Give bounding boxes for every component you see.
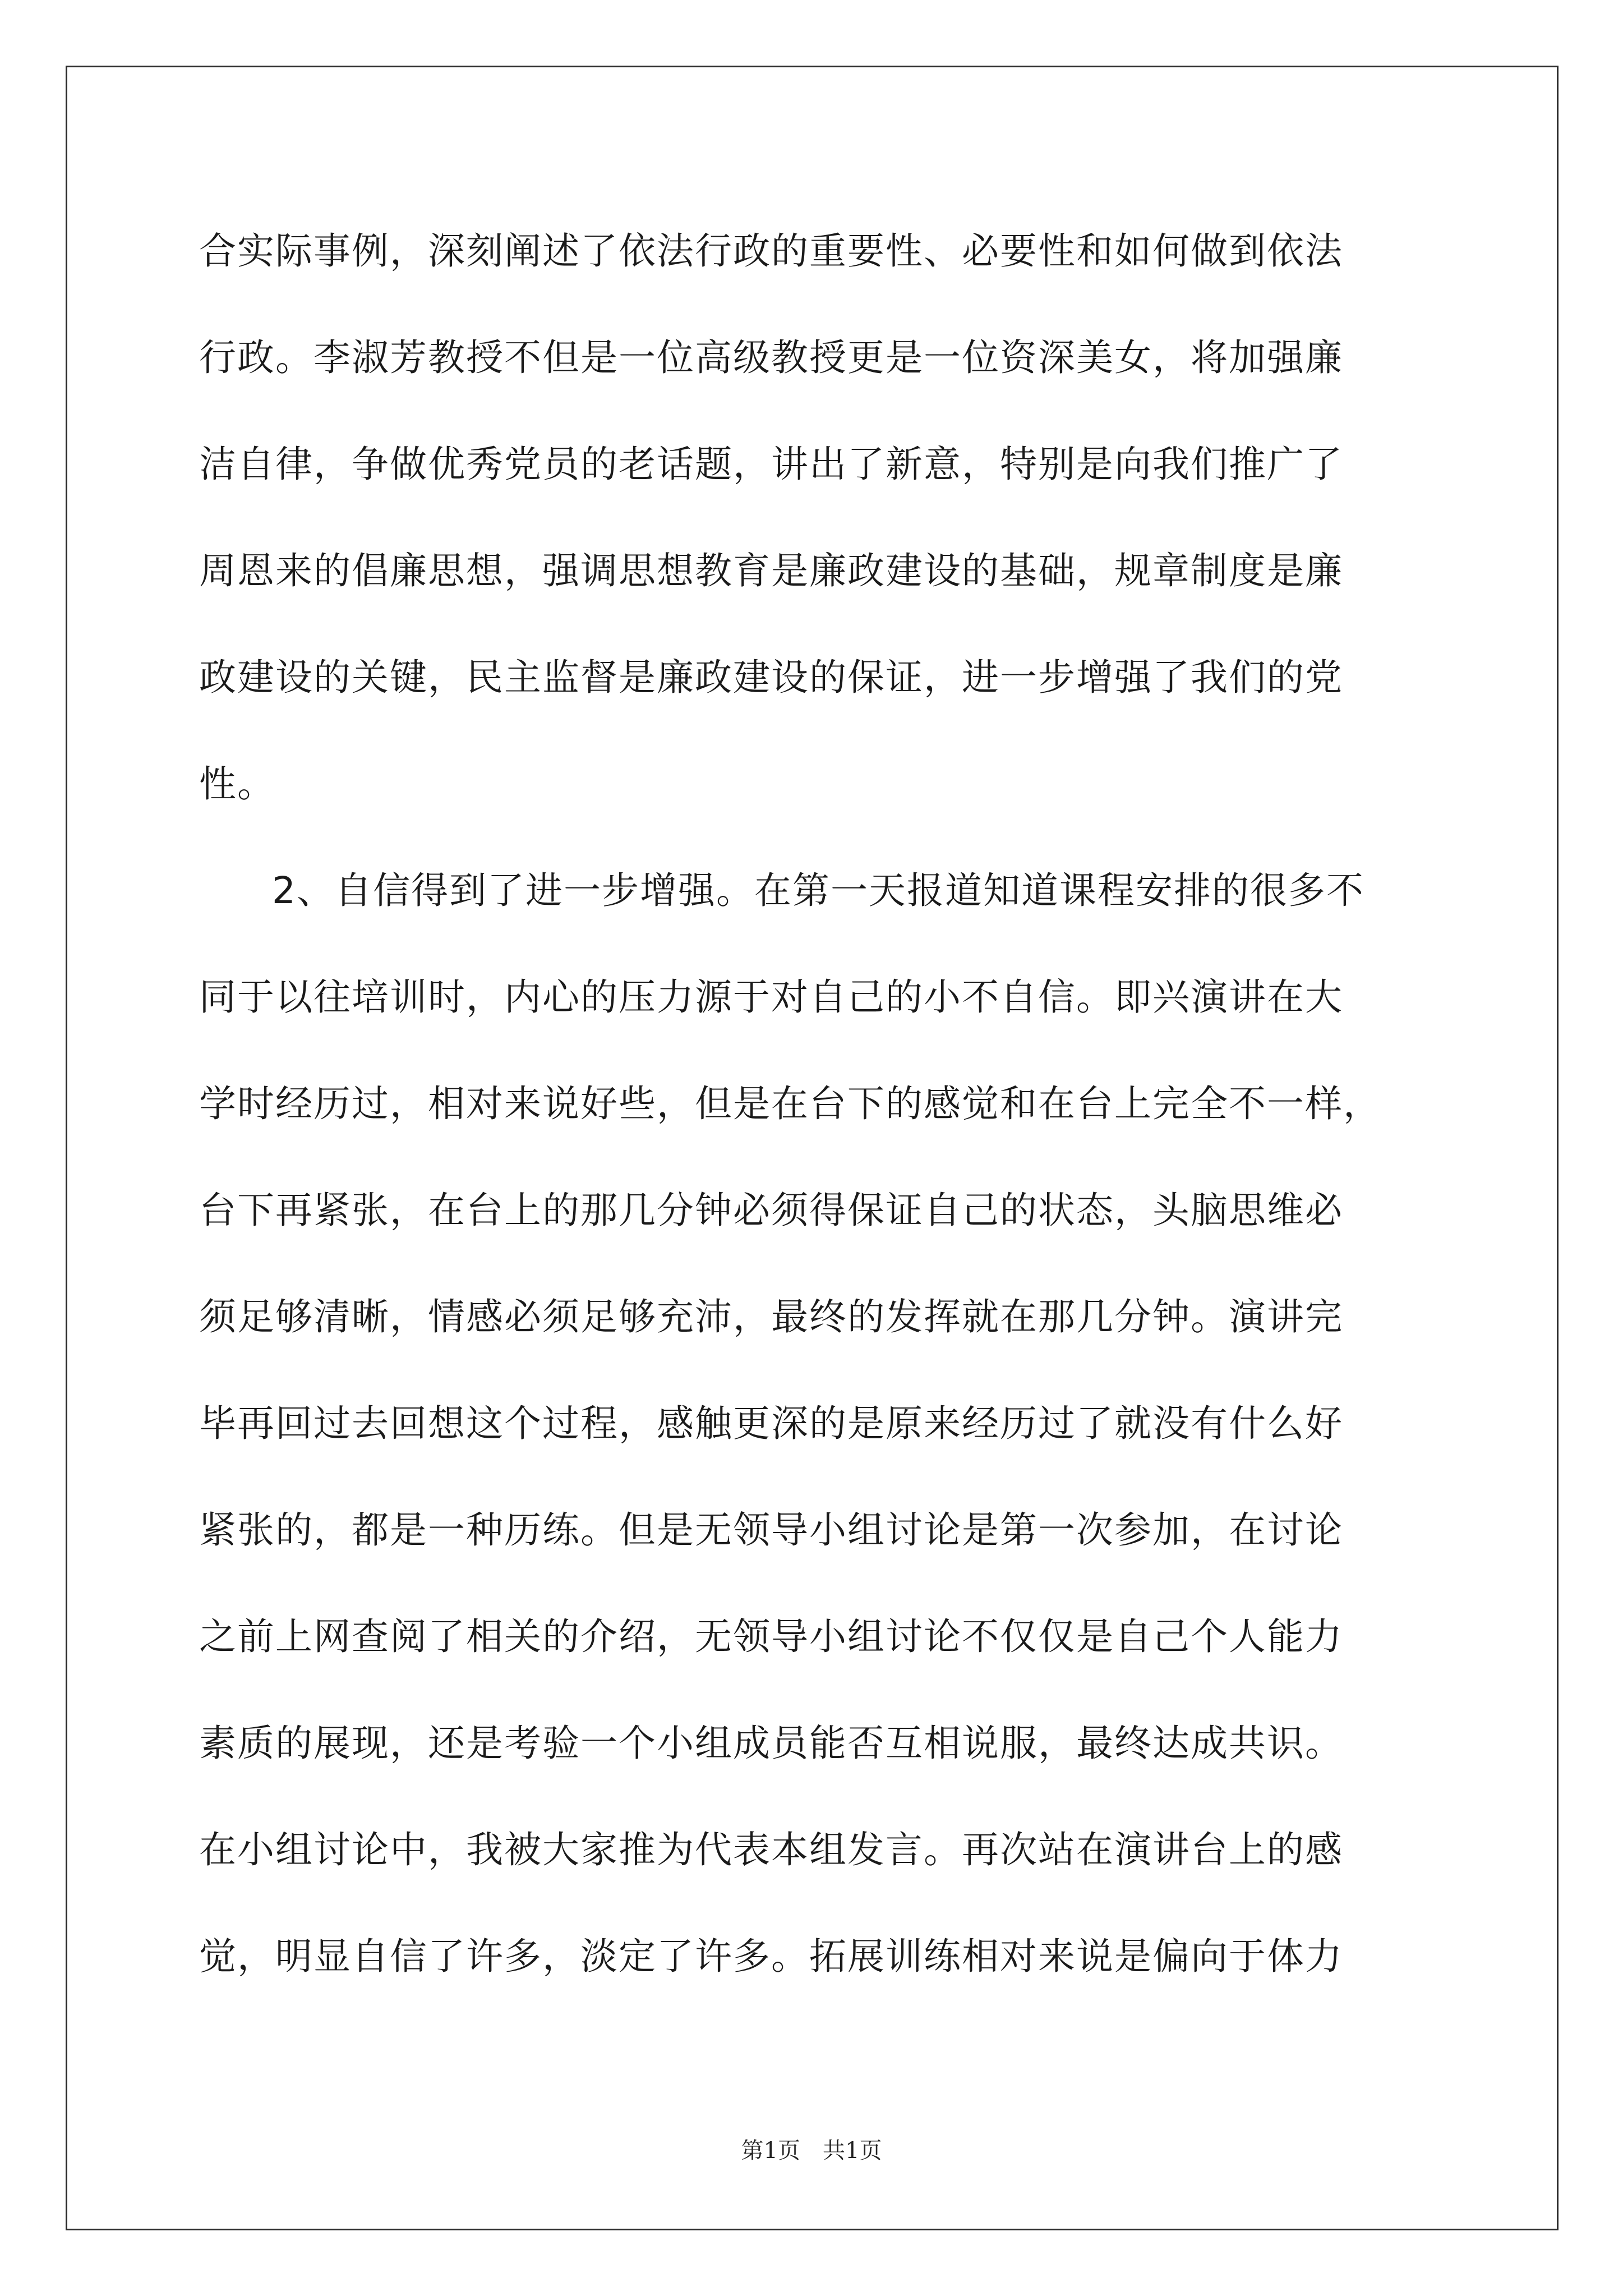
text-line: 在小组讨论中，我被大家推为代表本组发言。再次站在演讲台上的感 [199, 1828, 1343, 1871]
text-line: 之前上网查阅了相关的介绍，无领导小组讨论不仅仅是自己个人能力 [199, 1615, 1343, 1658]
page-footer: 第1页 共1页 [741, 2138, 882, 2164]
text-line: 台下再紧张，在台上的那几分钟必须得保证自己的状态，头脑思维必 [199, 1189, 1343, 1232]
text-line: 政建设的关键，民主监督是廉政建设的保证，进一步增强了我们的党 [199, 656, 1343, 699]
paragraph-first-line: 2、自信得到了进一步增强。在第一天报道知道课程安排的很多不 [272, 869, 1364, 912]
text-line: 洁自律，争做优秀党员的老话题，讲出了新意，特别是向我们推广了 [199, 443, 1343, 486]
text-line: 毕再回过去回想这个过程，感触更深的是原来经历过了就没有什么好 [199, 1402, 1343, 1445]
text-line: 行政。李淑芳教授不但是一位高级教授更是一位资深美女，将加强廉 [199, 336, 1343, 379]
text-line: 同于以往培训时，内心的压力源于对自己的小不自信。即兴演讲在大 [199, 976, 1343, 1019]
text-line: 素质的展现，还是考验一个小组成员能否互相说服，最终达成共识。 [199, 1722, 1343, 1765]
text-line: 性。 [199, 762, 275, 806]
text-line: 须足够清晰，情感必须足够充沛，最终的发挥就在那几分钟。演讲完 [199, 1295, 1343, 1338]
text-line: 合实际事例，深刻阐述了依法行政的重要性、必要性和如何做到依法 [199, 229, 1343, 273]
text-line: 紧张的，都是一种历练。但是无领导小组讨论是第一次参加，在讨论 [199, 1508, 1343, 1552]
page-border [66, 66, 1559, 2230]
text-line: 觉，明显自信了许多，淡定了许多。拓展训练相对来说是偏向于体力 [199, 1935, 1343, 1978]
text-line: 学时经历过，相对来说好些，但是在台下的感觉和在台上完全不一样， [199, 1082, 1381, 1125]
text-line: 周恩来的倡廉思想，强调思想教育是廉政建设的基础，规章制度是廉 [199, 549, 1343, 592]
